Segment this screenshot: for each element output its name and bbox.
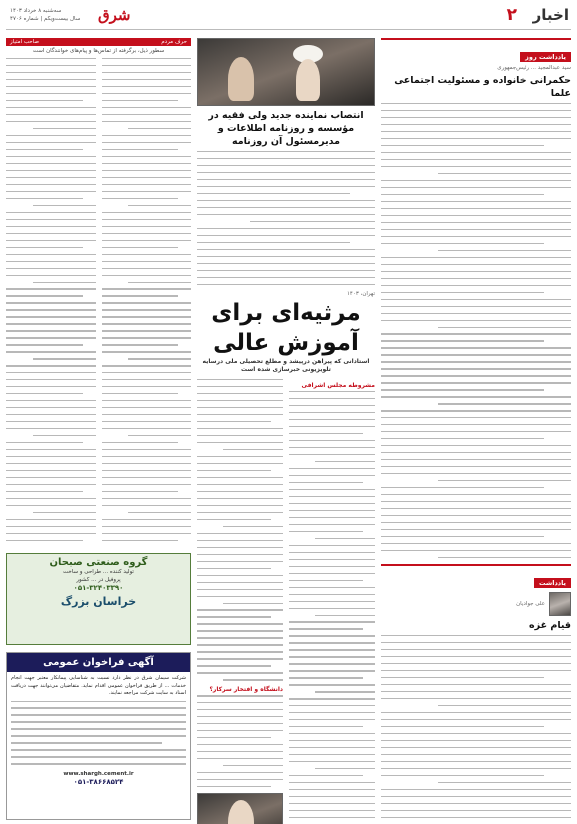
lead-article: [197, 298, 375, 824]
news-photo: [197, 38, 375, 106]
author-photo: [549, 592, 571, 616]
author: سید عبدالمجید ... رئیس‌جمهوری: [497, 65, 571, 71]
readers-col-b: [6, 58, 96, 547]
ad2-title: آگهی فراخوان عمومی: [7, 653, 190, 672]
page-number: ۲: [506, 5, 517, 25]
ad1-line1: تولید کننده ... طراحی و ساخت: [63, 569, 134, 575]
section-title: اخبار: [532, 6, 569, 24]
lead-photo: [197, 793, 283, 824]
section-tag-2: یادداشت: [534, 578, 571, 588]
photo-article-dateline: تهران، ۱۴۰۳: [346, 290, 375, 297]
ad2-site: www.shargh.cement.ir: [63, 771, 134, 778]
tag-right: حرف مردم: [161, 39, 187, 45]
lead-col-b: [197, 379, 283, 824]
newspaper-logo: شرق: [98, 6, 131, 24]
ad1-line2: پروفیل در ... کشور: [76, 577, 121, 583]
left-column: [6, 38, 191, 547]
section-tag: یادداشت روز: [520, 52, 571, 62]
photo-article-body: [197, 151, 375, 285]
ad1-title: گروه صنعتی صبحان: [49, 557, 148, 568]
editorial-body: [381, 103, 571, 558]
lead-subheading-2: دانشگاه و افتخار سرکار؟: [209, 686, 283, 694]
ad-sobhan: [6, 553, 191, 645]
photo-article: [197, 38, 375, 299]
ad-tender: [6, 652, 191, 820]
date-line: سه‌شنبه ۸ خرداد ۱۴۰۳: [10, 8, 62, 14]
readers-intro: سطور ذیل، برگرفته از تماس‌ها و پیام‌های خوانندگان است: [32, 48, 165, 54]
masthead: [6, 4, 571, 30]
right-column: [381, 38, 571, 824]
issue-line: سال بیست‌ویکم | شماره ۴۷۰۶: [10, 16, 81, 22]
second-body: [381, 635, 571, 824]
tag-bar-2: [381, 564, 571, 566]
readers-col-a: [102, 58, 192, 547]
bar-left: صاحب امتیاز: [10, 39, 40, 45]
lead-summary: استادانی که پیراهن درپیشد و مطلع تحصیلی ملی درسایه تلویزیونی خبرسازی شده است: [202, 358, 370, 373]
editorial-headline: حکمرانی خانواده و مسئولیت اجتماعی علما: [394, 75, 571, 99]
author-box: [381, 592, 571, 616]
lead-headline: مرثیه‌ای برای آموزش عالی: [211, 300, 361, 356]
tag-bar: [381, 38, 571, 40]
photo-article-headline: انتصاب نماینده جدید ولی فقیه در مؤسسه و روزنامه اطلاعات و مدیرمسئول آن روزنامه: [208, 110, 364, 147]
date-block: [10, 7, 96, 23]
ad2-body: شرکت سیمان شرق در نظر دارد نسبت به شناسایی پیمانکار معتبر جهت انجام خدمات ... از طریق فراخوان عمومی اقدام نماید. متقاضیان می‌توانند جهت دریافت اسناد به سایت شرکت مراجعه نمایند.: [11, 675, 186, 696]
ad1-phone: ۰۵۱-۳۲۴۰۳۳۹۰: [73, 584, 124, 592]
masthead-bar: [6, 38, 191, 46]
lead-col-a: [289, 379, 375, 824]
ad2-phone: ۰۵۱-۳۸۶۶۸۵۲۴: [73, 778, 124, 787]
author-2: علی جوادیان: [516, 601, 545, 608]
ad1-brand: خراسان بزرگ: [60, 595, 137, 608]
second-headline: قیام غزه: [529, 620, 571, 632]
lead-subheading: مشروطه مجلس اشرافی: [301, 382, 375, 389]
